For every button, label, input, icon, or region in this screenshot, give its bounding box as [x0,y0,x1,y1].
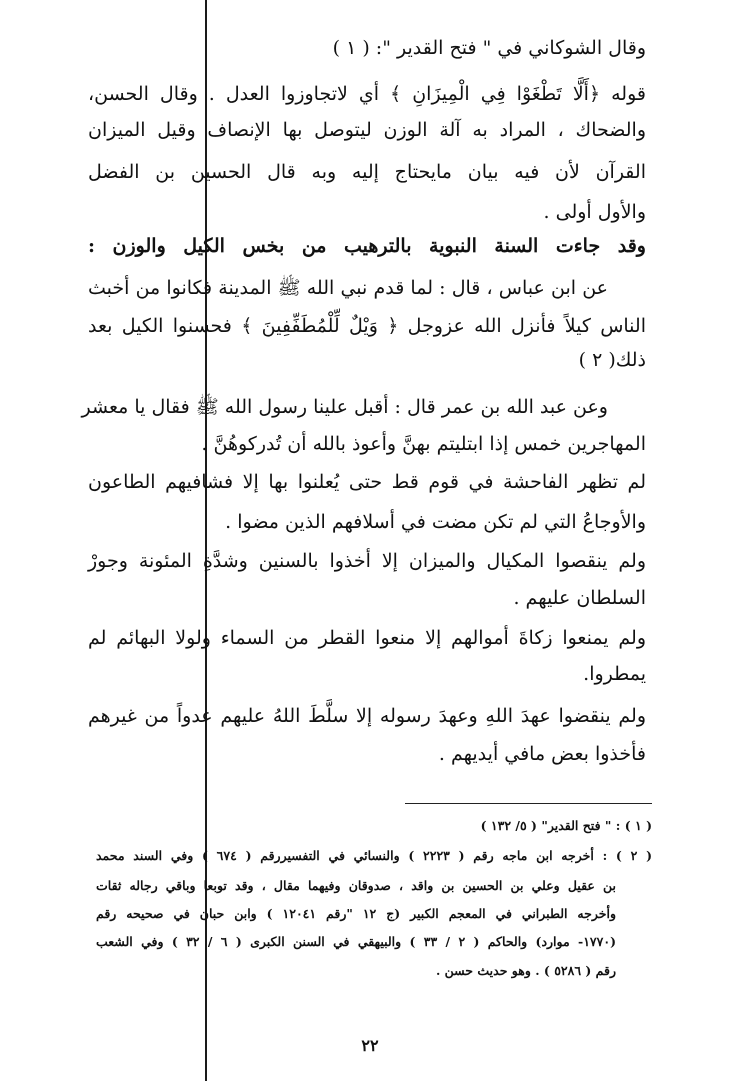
footnote-2-line: بن عقيل وعلي بن الحسين بن واقد ، صدوقان وفيهما مقال ، وقد توبعا وباقي رجاله ثقات [96,878,616,893]
page-number: ٢٢ [361,1036,379,1055]
body-line: القرآن لأن فيه بيان مايحتاج إليه وبه قال الحسين بن الفضل [88,161,646,183]
body-line: عن ابن عباس ، قال : لما قدم نبي الله ﷺ المدينة فكانوا من أخبث [88,277,608,299]
footnote-2-line: (١٧٧٠- موارد) والحاكم ( ٢ / ٣٣ ) والبيهقي في السنن الكبرى ( ٦ / ٣٢ ) وفي الشعب [96,934,616,949]
footnote-1: ( ١ ) : " فتح القدير" ( ٥/ ١٣٢ ) [480,818,652,833]
quote-intro-line: وقال الشوكاني في " فتح القدير ": ( ١ ) [332,37,646,59]
footnote-2-line: ( ٢ ) : أخرجه ابن ماجه رقم ( ٢٢٢٣ ) والنسائي في التفسيررقم ( ٦٧٤ ) وفي السند محمد [96,848,652,863]
body-line: يمطروا. [583,663,646,685]
footnote-2-line: رقم ( ٥٢٨٦ ) . وهو حديث حسن . [435,963,616,978]
body-line: فأخذوا بعض مافي أيديهم . [438,743,646,765]
body-line: ذلك( ٢ ) [578,349,646,371]
footnote-separator [405,803,652,804]
body-line: قوله ﴿أَلَّا تَطْغَوْا فِي الْمِيزَانِ ﴾ أي لاتجاوزوا العدل . وقال الحسن، [88,83,646,105]
body-line: والضحاك ، المراد به آلة الوزن ليتوصل بها الإنصاف وقيل الميزان [88,119,646,141]
body-line: ولم ينقضوا عهدَ اللهِ وعهدَ رسوله إلا سلَّطَ اللهُ عليهم عدواً من غيرهم [88,705,646,727]
body-line: السلطان عليهم . [513,587,646,609]
body-line: وعن عبد الله بن عمر قال : أقبل علينا رسول الله ﷺ فقال يا معشر [81,396,608,418]
body-line: والأول أولى . [543,201,646,223]
footnote-2-line: وأخرجه الطبراني في المعجم الكبير (ج ١٢ "رقم ١٢٠٤١ ) وابن حبان في صحيحه رقم [96,906,616,921]
body-line: الناس كيلاً فأنزل الله عزوجل ﴿ وَيْلٌ لِّلْمُطَفِّفِينَ ﴾ فحسنوا الكيل بعد [88,315,646,337]
body-line: ولم يمنعوا زكاةَ أموالهم إلا منعوا القطر من السماء ولولا البهائم لم [88,627,646,649]
body-line: والأوجاعُ التي لم تكن مضت في أسلافهم الذين مضوا . [225,511,646,533]
section-heading: وقد جاءت السنة النبوية بالترهيب من بخس الكيل والوزن : [88,235,646,257]
body-line: المهاجرين خمس إذا ابتليتم بهنَّ وأعوذ بالله أن تُدركوهُنَّ . [201,433,646,455]
body-line: ولم ينقصوا المكيال والميزان إلا أخذوا بالسنين وشدَّةِ المئونة وجورْ [88,550,646,572]
body-line: لم تظهر الفاحشة في قوم قط حتى يُعلنوا بها إلا فشافيهم الطاعون [88,471,646,493]
